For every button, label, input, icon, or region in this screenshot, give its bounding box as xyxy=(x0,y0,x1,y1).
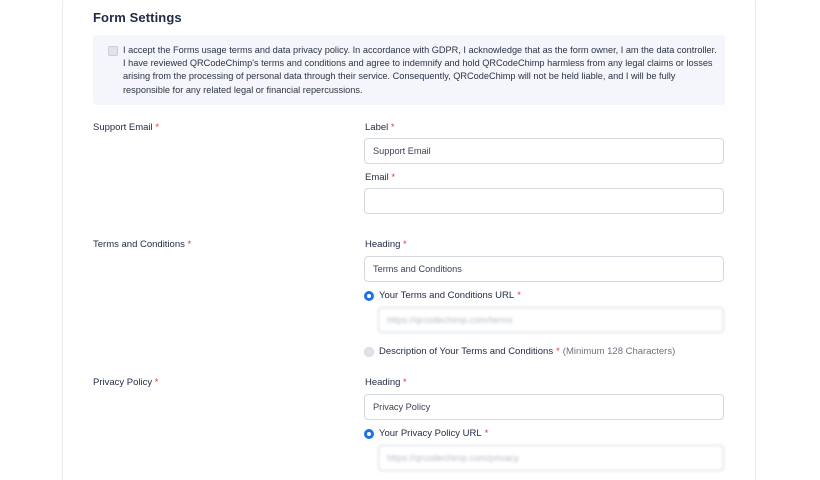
terms-description-radio-option[interactable] xyxy=(364,346,675,357)
required-mark: * xyxy=(187,239,192,250)
radio-option-label: Your Terms and Conditions URL xyxy=(379,290,515,301)
field-label-text: Heading xyxy=(365,239,401,250)
radio-unselected-icon[interactable] xyxy=(364,347,374,357)
required-mark: * xyxy=(484,428,489,439)
support-email-email-title xyxy=(365,172,395,183)
privacy-heading-title xyxy=(365,377,407,388)
terms-url-input[interactable] xyxy=(378,307,724,333)
consent-box xyxy=(93,35,725,105)
privacy-heading-input[interactable] xyxy=(364,394,724,420)
support-email-label-input[interactable] xyxy=(364,138,724,164)
privacy-section-label xyxy=(93,377,158,388)
required-mark: * xyxy=(517,290,521,301)
terms-section-label xyxy=(93,239,191,250)
support-email-input[interactable] xyxy=(364,188,724,214)
required-mark: * xyxy=(403,377,407,388)
privacy-url-radio-option[interactable] xyxy=(364,428,488,439)
section-label-text: Terms and Conditions xyxy=(93,239,185,250)
required-mark: * xyxy=(403,239,407,250)
terms-url-radio-option[interactable] xyxy=(364,290,521,301)
required-mark: * xyxy=(155,122,160,133)
required-mark: * xyxy=(556,346,560,357)
form-settings-title: Form Settings xyxy=(93,10,182,25)
radio-selected-icon[interactable] xyxy=(364,291,374,301)
consent-text: I accept the Forms usage terms and data privacy policy. In accordance with GDPR, I acknowledge that as the form owner, I am the data controller. I have reviewed QRCodeChimp's terms and conditions and agree to indemnify and hold QRCodeChimp harmless from any legal claims or losses arising from the processing of personal data through their service. Consequently, QRCodeChimp will not be held liable, and I will be fully responsible for any related legal or financial repercussions. xyxy=(123,45,717,95)
required-mark: * xyxy=(390,122,395,133)
minimum-characters-hint: (Minimum 128 Characters) xyxy=(562,346,676,357)
consent-checkbox[interactable] xyxy=(108,46,118,56)
field-label-text: Email xyxy=(365,172,389,183)
section-label-text: Privacy Policy xyxy=(93,377,153,388)
terms-heading-title xyxy=(365,239,407,250)
field-label-text: Label xyxy=(365,122,389,133)
radio-option-label: Description of Your Terms and Conditions xyxy=(379,346,554,357)
field-label-text: Heading xyxy=(365,377,401,388)
radio-option-label: Your Privacy Policy URL xyxy=(379,428,482,439)
section-label-text: Support Email xyxy=(93,122,153,133)
support-email-label-title xyxy=(365,122,395,133)
terms-heading-input[interactable] xyxy=(364,256,724,282)
support-email-section-label xyxy=(93,122,159,133)
privacy-url-input[interactable] xyxy=(378,445,724,471)
radio-selected-icon[interactable] xyxy=(364,429,374,439)
required-mark: * xyxy=(391,172,396,183)
required-mark: * xyxy=(154,377,159,388)
